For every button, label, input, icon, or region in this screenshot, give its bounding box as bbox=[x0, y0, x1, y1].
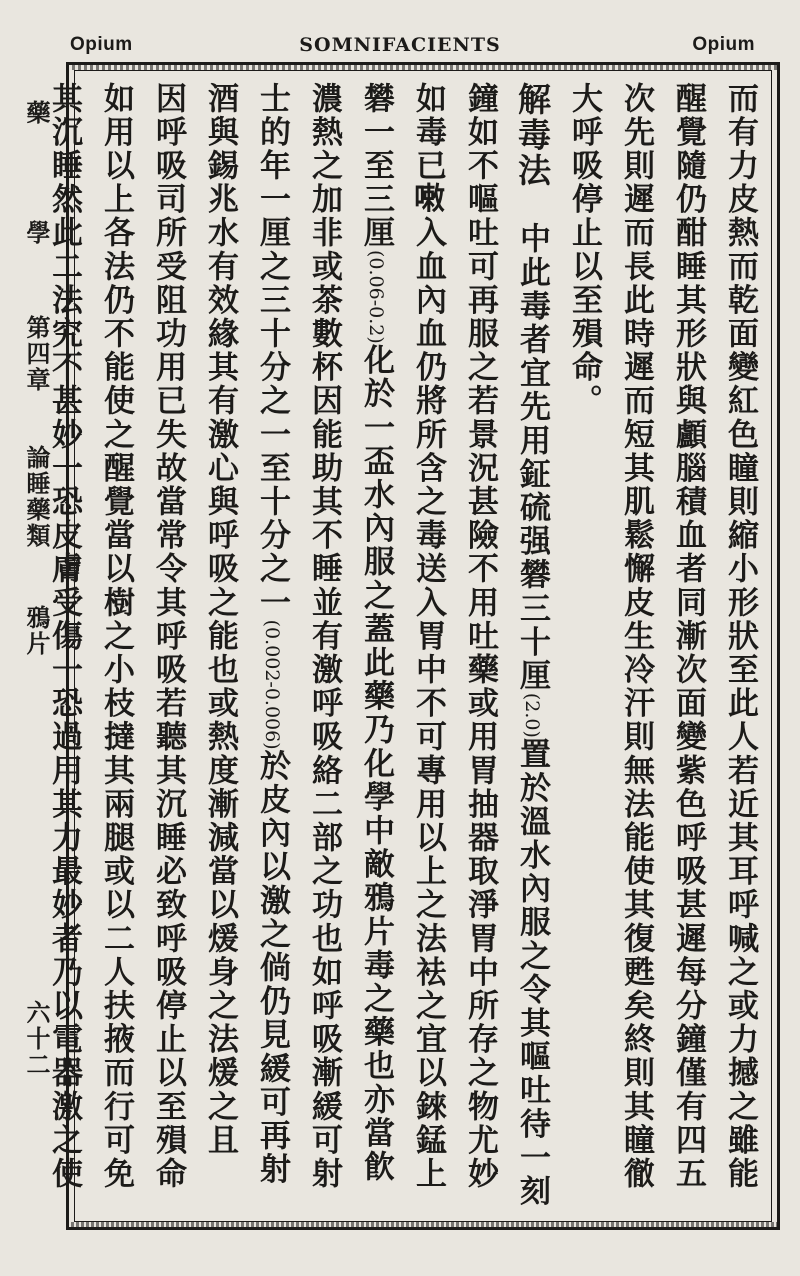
antidote-heading-column bbox=[506, 82, 558, 1209]
frame-bottom-band bbox=[66, 1222, 780, 1228]
dosage-note: (0.06-0.2) bbox=[365, 250, 387, 344]
side-drug: 鴉片 bbox=[22, 605, 51, 657]
side-chapter: 第四章 bbox=[22, 315, 51, 393]
text-column: 如用以上各法仍不能使之醒覺當以樹之小枝撻其兩腿或以二人扶掖而行可免 bbox=[98, 82, 134, 1191]
text-segment: 於皮內以激之倘仍見緩可再射 bbox=[254, 749, 290, 1187]
running-header-left: Opium bbox=[70, 34, 133, 55]
text-column: 而有力皮熱而乾面變紅色瞳則縮小形狀至此人若近其耳呼喊之或力撼之雖能 bbox=[722, 82, 758, 1191]
text-segment: 礬一至三厘 bbox=[358, 82, 394, 250]
text-column: 大呼吸停止以至殞命。 bbox=[566, 82, 602, 418]
side-subject: 學 bbox=[22, 220, 51, 246]
text-column: 濃熱之加非或茶數杯因能助其不睡並有激呼吸絡二部之功也如呼吸漸緩可射 bbox=[306, 82, 342, 1191]
body-text bbox=[46, 82, 766, 1209]
dosage-note: (2.0) bbox=[521, 692, 543, 738]
text-segment: 化於一盃水內服之蓋此藥乃化學中敵鴉片毒之藥也亦當飮 bbox=[358, 343, 394, 1184]
text-column bbox=[350, 82, 402, 1202]
text-column: 如毒已𠻳入血內血仍將所含之毒送入胃中不可專用以上之法袪之宜以錸錳上 bbox=[410, 82, 446, 1191]
running-header-title: SOMNIFACIENTS bbox=[299, 34, 501, 56]
antidote-heading: 解毒法 bbox=[513, 82, 552, 189]
text-column: 醒覺隨仍酣睡其形狀與顱腦積血者同漸次面變紫色呼吸甚遲每分鐘僅有四五 bbox=[670, 82, 706, 1191]
text-column: 鐘如不嘔吐可再服之若景況甚險不用吐藥或用胃抽器取淨胃中所存之物尤妙 bbox=[462, 82, 498, 1191]
text-column: 次先則遲而長此時遲而短其肌鬆懈皮生冷汗則無法能使其復甦矣終則其瞳徹 bbox=[618, 82, 654, 1191]
text-segment: 中此毒者宜先用鉦硫强礬三十厘 bbox=[514, 222, 550, 693]
text-column: 酒與錫兆水有效緣其有激心與呼吸之能也或熱度漸減當以煖身之法煖之且 bbox=[202, 82, 238, 1158]
text-column: 其沉睡然此二法究不甚妙一恐皮膚受傷一恐過用其力最妙者乃以電器激之使 bbox=[46, 82, 82, 1191]
side-page-number: 六十二 bbox=[22, 1000, 51, 1078]
text-segment: 士的年一厘之三十分之一至十分之一 bbox=[254, 82, 290, 620]
running-header-right: Opium bbox=[692, 34, 755, 55]
text-segment: 置於溫水內服之令其嘔吐待一刻 bbox=[514, 737, 550, 1209]
side-book-title: 藥 bbox=[22, 100, 51, 126]
text-column: 因呼吸司所受阻功用已失故當常令其呼吸若聽其沉睡必致呼吸停止以至殞命 bbox=[150, 82, 186, 1191]
side-chapter-title: 論睡藥類 bbox=[22, 445, 51, 549]
text-column bbox=[246, 82, 298, 1202]
dosage-note: (0.002-0.006) bbox=[261, 619, 283, 750]
